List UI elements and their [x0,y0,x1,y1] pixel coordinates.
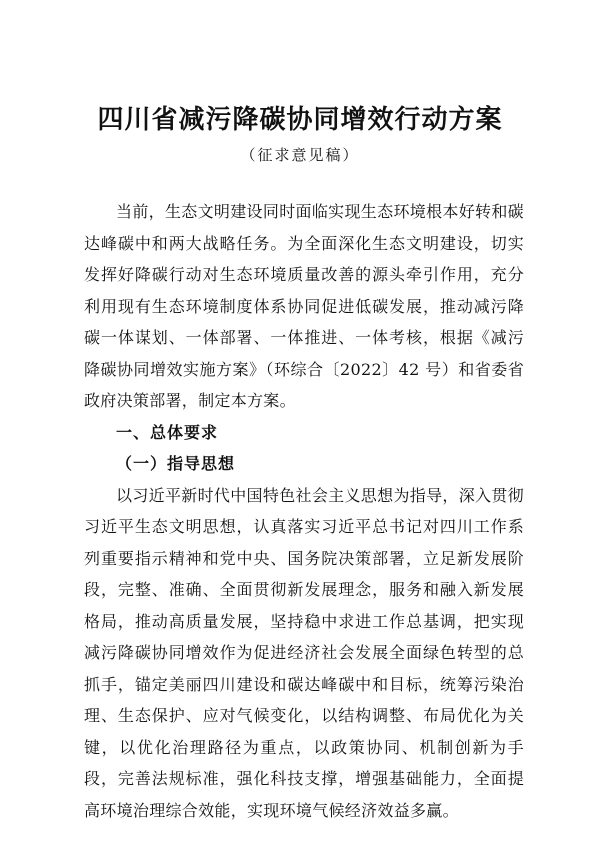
intro-paragraph: 当前，生态文明建设同时面临实现生态环境根本好转和碳达峰碳中和两大战略任务。为全面深化生态文明建设，切实发挥好降碳行动对生态环境质量改善的源头牵引作用，充分利用现有生态环境制度体系协同促进低碳发展，推动减污降碳一体谋划、一体部署、一体推进、一体考核，根据《减污降碳协同增效实施方案》（环综合〔2022〕42 号）和省委省政府决策部署，制定本方案。 [84,202,524,410]
subsection-heading-guiding-ideology: （一）指导思想 [116,454,236,473]
document-title: 四川省减污降碳协同增效行动方案 [97,105,503,135]
document-subtitle: （征求意见稿） [240,146,360,164]
guiding-ideology-paragraph: 以习近平新时代中国特色社会主义思想为指导，深入贯彻习近平生态文明思想，认真落实习近平总书记对四川工作系列重要指示精神和党中央、国务院决策部署，立足新发展阶段，完整、准确、全面贯彻新发展理念，服务和融入新发展格局，推动高质量发展，坚持稳中求进工作总基调，把实现减污降碳协同增效作为促进经济社会发展全面绿色转型的总抓手，锚定美丽四川建设和碳达峰碳中和目标，统筹污染治理、生态保护、应对气候变化，以结构调整、布局优化为关键，以优化治理路径为重点，以政策协同、机制创新为手段，完善法规标准，强化科技支撑，增强基础能力，全面提高环境治理综合效能，实现环境气候经济效益多赢。 [84,485,524,820]
section-heading-overall-requirements: 一、总体要求 [116,422,219,442]
document-body [84,196,524,826]
